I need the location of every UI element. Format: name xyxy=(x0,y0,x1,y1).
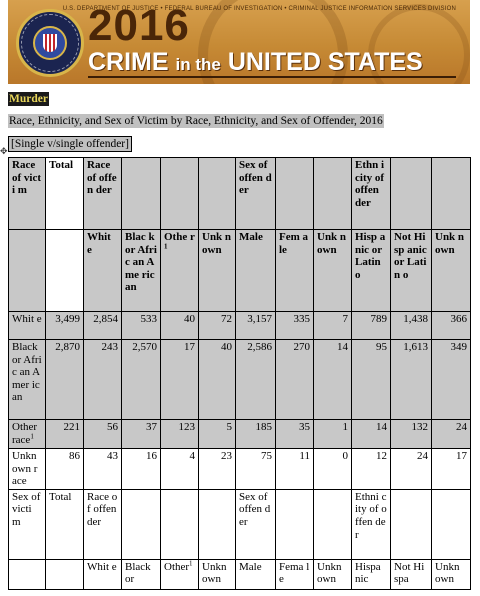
footnote-mark: 1 xyxy=(189,559,193,568)
data-table[interactable] xyxy=(8,157,471,590)
header-empty-cell[interactable] xyxy=(432,158,471,230)
header-sex-of-victim[interactable]: Sex of victi m xyxy=(9,489,46,559)
header-banner xyxy=(8,0,470,84)
col-other[interactable] xyxy=(161,230,199,312)
banner-rule xyxy=(88,76,456,78)
col-unknown-race[interactable]: Unkn own xyxy=(199,559,236,589)
header-empty-cell[interactable] xyxy=(276,489,314,559)
cell-white[interactable]: 43 xyxy=(84,449,122,490)
table-row xyxy=(9,312,471,340)
row-label[interactable]: Whit e xyxy=(9,312,46,340)
header-empty-cell[interactable] xyxy=(9,559,46,589)
column-header-row xyxy=(9,230,471,312)
col-white[interactable]: Whit e xyxy=(84,559,122,589)
cell-total[interactable]: 2,870 xyxy=(46,340,84,420)
col-black[interactable]: Black or xyxy=(122,559,161,589)
cell-total[interactable]: 221 xyxy=(46,420,84,449)
col-male[interactable]: Male xyxy=(236,559,276,589)
header-race-of-offender[interactable]: Race of offen der xyxy=(84,489,122,559)
col-hispanic[interactable]: Hispa nic xyxy=(352,559,391,589)
cell-other[interactable]: 17 xyxy=(161,340,199,420)
cell-unknown-sex[interactable]: 1 xyxy=(314,420,352,449)
cell-not-hispanic[interactable]: 1,438 xyxy=(391,312,432,340)
section-heading[interactable]: Murder xyxy=(9,93,48,105)
banner-title-us: UNITED STATES xyxy=(227,48,423,76)
cell-female[interactable]: 35 xyxy=(276,420,314,449)
cell-female[interactable]: 270 xyxy=(276,340,314,420)
table-title[interactable]: Race, Ethnicity, and Sex of Victim by Race, Ethnicity, and Sex of Offender, 2016 xyxy=(9,115,383,127)
cell-not-hispanic[interactable]: 24 xyxy=(391,449,432,490)
cell-male[interactable]: 3,157 xyxy=(236,312,276,340)
row-label-text: Other race xyxy=(12,421,38,446)
header-total[interactable]: Total xyxy=(46,489,84,559)
col-unknown-ethnicity[interactable]: Unk nown xyxy=(432,230,471,312)
cell-female[interactable]: 11 xyxy=(276,449,314,490)
cell-unknown-race[interactable]: 23 xyxy=(199,449,236,490)
header-empty-cell[interactable] xyxy=(276,158,314,230)
header-empty-cell[interactable] xyxy=(199,489,236,559)
header-empty-cell[interactable] xyxy=(46,230,84,312)
banner-title-in-the: in the xyxy=(175,55,221,74)
header-empty-cell[interactable] xyxy=(391,158,432,230)
cell-female[interactable]: 335 xyxy=(276,312,314,340)
cell-total[interactable]: 3,499 xyxy=(46,312,84,340)
repeat-group-header-row xyxy=(9,489,471,559)
col-male[interactable]: Male xyxy=(236,230,276,312)
repeat-column-header-row xyxy=(9,559,471,589)
table-row xyxy=(9,340,471,420)
col-unknown-ethnicity[interactable]: Unkn own xyxy=(432,559,471,589)
header-empty-cell[interactable] xyxy=(314,489,352,559)
cell-male[interactable]: 185 xyxy=(236,420,276,449)
cell-hispanic[interactable]: 12 xyxy=(352,449,391,490)
cell-unknown-sex[interactable]: 7 xyxy=(314,312,352,340)
header-total[interactable]: Total xyxy=(46,158,84,230)
col-female[interactable]: Fema le xyxy=(276,559,314,589)
cell-other[interactable]: 123 xyxy=(161,420,199,449)
cell-not-hispanic[interactable]: 1,613 xyxy=(391,340,432,420)
cell-total[interactable]: 86 xyxy=(46,449,84,490)
header-empty-cell[interactable] xyxy=(391,489,432,559)
cell-black[interactable]: 2,570 xyxy=(122,340,161,420)
subset-label[interactable]: [Single v/single offender] xyxy=(8,136,132,152)
cell-unknown-sex[interactable]: 0 xyxy=(314,449,352,490)
header-empty-cell[interactable] xyxy=(199,158,236,230)
header-empty-cell[interactable] xyxy=(46,559,84,589)
cell-black[interactable]: 37 xyxy=(122,420,161,449)
header-empty-cell[interactable] xyxy=(161,489,199,559)
cell-unknown-race[interactable]: 5 xyxy=(199,420,236,449)
col-hispanic[interactable]: Hisp anic or Latin o xyxy=(352,230,391,312)
col-unknown-sex[interactable]: Unk nown xyxy=(314,230,352,312)
col-unknown-sex[interactable]: Unkn own xyxy=(314,559,352,589)
header-empty-cell[interactable] xyxy=(161,158,199,230)
col-other[interactable] xyxy=(161,559,199,589)
cell-unknown-ethnicity[interactable]: 17 xyxy=(432,449,471,490)
header-ethnicity-of-offender[interactable]: Ethni city of offen der xyxy=(352,489,391,559)
fbi-seal-icon xyxy=(16,9,84,77)
agency-line: U.S. DEPARTMENT OF JUSTICE • FEDERAL BUREAU OF INVESTIGATION • CRIMINAL JUSTICE INFORMATION SERVICES DIVISION xyxy=(62,6,456,12)
cell-white[interactable]: 2,854 xyxy=(84,312,122,340)
banner-year: 2016 xyxy=(88,1,190,50)
footnote-mark: 1 xyxy=(164,241,168,250)
footnote-mark: 1 xyxy=(30,431,34,440)
group-header-row xyxy=(9,158,471,230)
col-white[interactable]: Whit e xyxy=(84,230,122,312)
row-label[interactable] xyxy=(9,420,46,449)
header-sex-of-offender[interactable]: Sex of offen der xyxy=(236,489,276,559)
table-row xyxy=(9,420,471,449)
banner-title-crime: CRIME xyxy=(88,48,169,76)
col-unknown-race[interactable]: Unk nown xyxy=(199,230,236,312)
header-race-of-offender[interactable]: Race of offen der xyxy=(84,158,122,230)
row-label[interactable]: Black or Afric an Amer ican xyxy=(9,340,46,420)
cell-unknown-ethnicity[interactable]: 349 xyxy=(432,340,471,420)
cell-unknown-ethnicity[interactable]: 24 xyxy=(432,420,471,449)
cell-white[interactable]: 243 xyxy=(84,340,122,420)
cell-other[interactable]: 4 xyxy=(161,449,199,490)
cell-unknown-sex[interactable]: 14 xyxy=(314,340,352,420)
header-empty-cell[interactable] xyxy=(432,489,471,559)
header-empty-cell[interactable] xyxy=(122,158,161,230)
cell-unknown-ethnicity[interactable]: 366 xyxy=(432,312,471,340)
cell-other[interactable]: 40 xyxy=(161,312,199,340)
cell-white[interactable]: 56 xyxy=(84,420,122,449)
cell-male[interactable]: 2,586 xyxy=(236,340,276,420)
header-empty-cell[interactable] xyxy=(314,158,352,230)
col-other-label: Other xyxy=(164,560,190,573)
header-race-of-victim[interactable]: Race of victi m xyxy=(9,158,46,230)
col-not-hispanic[interactable]: Not Hispa xyxy=(391,559,432,589)
cell-hispanic[interactable]: 14 xyxy=(352,420,391,449)
header-sex-of-offender[interactable]: Sex of offen der xyxy=(236,158,276,230)
cell-not-hispanic[interactable]: 132 xyxy=(391,420,432,449)
row-label[interactable]: Unkn own race xyxy=(9,449,46,490)
col-not-hispanic[interactable]: Not Hisp anic or Latin o xyxy=(391,230,432,312)
header-ethnicity-of-offender[interactable]: Ethn icity of offen der xyxy=(352,158,391,230)
cell-hispanic[interactable]: 95 xyxy=(352,340,391,420)
table-move-handle-icon[interactable]: ✥ xyxy=(0,146,8,156)
header-empty-cell[interactable] xyxy=(9,230,46,312)
cell-male[interactable]: 75 xyxy=(236,449,276,490)
col-other-label: Othe r xyxy=(164,231,195,243)
cell-black[interactable]: 16 xyxy=(122,449,161,490)
col-female[interactable]: Fem ale xyxy=(276,230,314,312)
cell-black[interactable]: 533 xyxy=(122,312,161,340)
col-black[interactable]: Blac k or Afric an Ame rican xyxy=(122,230,161,312)
cell-unknown-race[interactable]: 40 xyxy=(199,340,236,420)
table-row xyxy=(9,449,471,490)
cell-unknown-race[interactable]: 72 xyxy=(199,312,236,340)
cell-hispanic[interactable]: 789 xyxy=(352,312,391,340)
header-empty-cell[interactable] xyxy=(122,489,161,559)
banner-title xyxy=(88,48,423,79)
